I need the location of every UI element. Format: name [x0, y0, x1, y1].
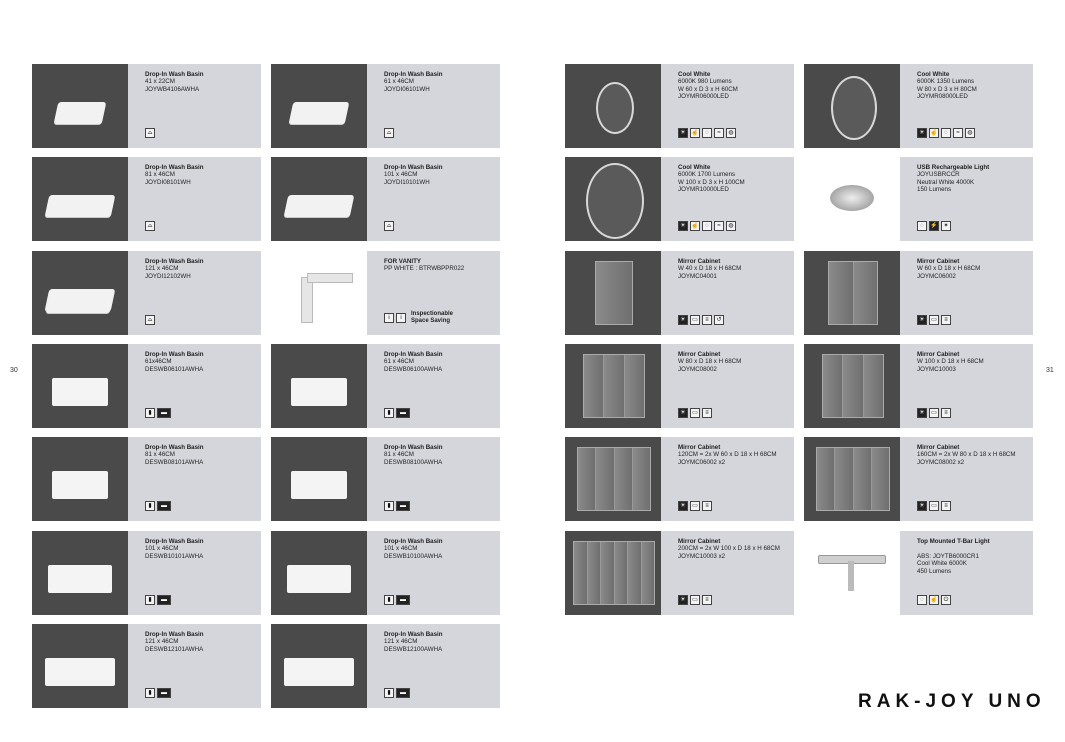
product-specs: 101 x 46CM DESWB10100AWHA	[384, 545, 443, 560]
mount-icon: ▮	[384, 688, 394, 698]
demist-icon: ≈	[714, 221, 724, 231]
product-image	[565, 344, 661, 428]
feature-icons	[678, 315, 724, 325]
product-image	[565, 437, 661, 521]
mount-icon: ▮	[145, 408, 155, 418]
light-icon: ☀	[678, 221, 688, 231]
mirror-icon: ▭	[929, 315, 939, 325]
feature-icons	[678, 221, 736, 231]
feature-icons	[678, 501, 712, 511]
basin-icon: ⌓	[145, 315, 155, 325]
product-card	[804, 344, 1033, 428]
product-info	[384, 71, 496, 93]
product-image	[271, 344, 367, 428]
mirror-icon: ▭	[690, 408, 700, 418]
product-title: Drop-In Wash Basin	[145, 631, 204, 638]
product-specs: 101 x 46CM JOYDI10101WH	[384, 171, 430, 186]
shelf-icon: ≡	[941, 501, 951, 511]
product-specs: 6000K 980 Lumens W 60 x D 3 x H 60CM JOYMR06000LED	[678, 78, 738, 101]
feature-icons	[384, 501, 410, 511]
light-icon: ☀	[678, 128, 688, 138]
page-number-right: 31	[1046, 367, 1054, 374]
page-number-left: 30	[10, 367, 18, 374]
product-info	[678, 164, 790, 194]
feature-icons	[384, 408, 410, 418]
product-info	[145, 164, 257, 186]
counter-icon: ▬	[396, 688, 410, 698]
product-image	[565, 157, 661, 241]
product-image	[271, 437, 367, 521]
mount-icon: ▮	[145, 501, 155, 511]
bulb-icon: ◌	[941, 128, 951, 138]
product-image	[32, 531, 128, 615]
sensor-icon: ✶	[941, 221, 951, 231]
product-card	[565, 344, 794, 428]
counter-icon: ▬	[396, 595, 410, 605]
product-info	[145, 538, 257, 560]
mount-icon: ▮	[384, 595, 394, 605]
product-title: Drop-In Wash Basin	[145, 444, 204, 451]
product-title: Drop-In Wash Basin	[384, 71, 443, 78]
product-specs: 6000K 1700 Lumens W 100 x D 3 x H 100CM JOYMR10000LED	[678, 171, 745, 194]
mirror-icon: ▭	[690, 595, 700, 605]
product-card	[271, 344, 500, 428]
touch-icon: ☝	[691, 223, 699, 229]
product-specs: 81 x 46CM DESWB08101AWHA	[145, 451, 204, 466]
feature-icons	[145, 688, 171, 698]
product-specs: 61 x 46CM DESWB06100AWHA	[384, 358, 443, 373]
product-title: Cool White	[678, 164, 711, 171]
product-info	[145, 631, 257, 653]
product-title: FOR VANITY	[384, 258, 422, 265]
product-card	[271, 157, 500, 241]
product-specs: ABS: JOYTB6000CR1 Cool White 6000K 450 Lumens	[917, 552, 979, 575]
mount-icon: ▮	[384, 501, 394, 511]
product-card	[565, 531, 794, 615]
product-card	[32, 64, 261, 148]
feature-icons	[384, 221, 394, 231]
product-info	[917, 71, 1029, 101]
feature-icons	[145, 128, 155, 138]
feature-icons	[917, 221, 951, 231]
product-specs: 120CM = 2x W 60 x D 18 x H 68CM JOYMC06002 x2	[678, 451, 777, 466]
feature-icons	[678, 595, 712, 605]
demist-icon: ≈	[714, 128, 724, 138]
light-icon: ☀	[678, 595, 688, 605]
product-image	[271, 531, 367, 615]
light-icon: ☀	[678, 408, 688, 418]
product-info	[145, 351, 257, 373]
product-card	[271, 437, 500, 521]
product-title: USB Rechargeable Light	[917, 164, 990, 171]
product-specs: 81 x 46CM JOYDI08101WH	[145, 171, 191, 186]
touch-icon: ☝	[930, 597, 938, 603]
counter-icon: ▬	[157, 408, 171, 418]
product-specs: W 100 x D 18 x H 68CM JOYMC10003	[917, 358, 984, 373]
feature-icons	[917, 501, 951, 511]
product-specs: W 40 x D 18 x H 68CM JOYMC04001	[678, 265, 742, 280]
product-title: Drop-In Wash Basin	[384, 444, 443, 451]
product-info	[145, 258, 257, 280]
product-title: Drop-In Wash Basin	[145, 164, 204, 171]
product-specs: PP WHITE : BTRWBPPR022	[384, 265, 465, 273]
feature-icons	[917, 315, 951, 325]
product-title: Mirror Cabinet	[917, 351, 960, 358]
basin-icon: ⌓	[145, 128, 155, 138]
product-specs: 160CM = 2x W 80 x D 18 x H 68CM JOYMC08002 x2	[917, 451, 1016, 466]
product-image	[804, 157, 900, 241]
info-icon: i	[396, 313, 406, 323]
product-info	[917, 538, 1029, 575]
product-image	[565, 531, 661, 615]
product-specs: 200CM = 2x W 100 x D 18 x H 68CM JOYMC10003 x2	[678, 545, 780, 560]
feature-icons	[917, 408, 951, 418]
light-icon: ☀	[917, 128, 927, 138]
product-card	[271, 251, 500, 335]
product-info	[678, 351, 790, 373]
product-image	[565, 64, 661, 148]
feature-icons	[917, 128, 975, 138]
shelf-icon: ≡	[941, 408, 951, 418]
product-specs: 41 x 22CM JOYWB4106AWHA	[145, 78, 200, 93]
product-specs: W 60 x D 18 x H 68CM JOYMC06002	[917, 265, 981, 280]
feature-icons	[384, 688, 410, 698]
touch-icon: ☝	[930, 130, 938, 136]
product-info	[917, 258, 1029, 280]
product-title: Mirror Cabinet	[678, 258, 721, 265]
product-card	[32, 157, 261, 241]
product-card	[32, 624, 261, 708]
product-image	[271, 64, 367, 148]
touch-icon: ☝	[691, 130, 699, 136]
product-image	[32, 157, 128, 241]
brand-logo: RAK-JOY UNO	[858, 691, 1046, 712]
feature-icons	[678, 128, 736, 138]
product-specs: 81 x 46CM DESWB08100AWHA	[384, 451, 443, 466]
feature-icons	[145, 408, 171, 418]
product-image	[804, 64, 900, 148]
product-card	[271, 624, 500, 708]
product-specs: JOYUSBRCCR Neutral White 4000K 150 Lumens	[917, 171, 975, 194]
product-info	[678, 538, 790, 560]
product-image	[32, 344, 128, 428]
feature-icons	[145, 595, 171, 605]
product-info	[384, 538, 496, 560]
mirror-icon: ▭	[690, 315, 700, 325]
mount-icon: ▮	[145, 688, 155, 698]
product-specs: 61x46CM DESWB06101AWHA	[145, 358, 204, 373]
product-specs: 121 x 46CM DESWB12101AWHA	[145, 638, 204, 653]
product-title: Drop-In Wash Basin	[145, 538, 204, 545]
bulb-icon: ◌	[702, 221, 712, 231]
feature-icons	[384, 311, 453, 325]
product-card	[804, 437, 1033, 521]
light-icon: ☀	[678, 501, 688, 511]
product-image	[804, 437, 900, 521]
product-title: Cool White	[678, 71, 711, 78]
product-info	[145, 71, 257, 93]
product-title: Drop-In Wash Basin	[145, 71, 204, 78]
product-image	[32, 251, 128, 335]
product-info	[384, 351, 496, 373]
product-card	[32, 437, 261, 521]
shelf-icon: ≡	[702, 595, 712, 605]
product-info	[917, 444, 1029, 466]
usb-icon: ⚡	[930, 223, 938, 229]
info-icon: i	[384, 313, 394, 323]
product-title: Mirror Cabinet	[917, 444, 960, 451]
product-info	[384, 631, 496, 653]
product-title: Top Mounted T-Bar Light	[917, 538, 990, 545]
product-card	[271, 64, 500, 148]
product-specs: 6000K 1350 Lumens W 80 x D 3 x H 80CM JOYMR08000LED	[917, 78, 977, 101]
light-icon: ☀	[917, 501, 927, 511]
bulb-icon: ◌	[702, 128, 712, 138]
product-info	[384, 164, 496, 186]
shelf-icon: ≡	[941, 315, 951, 325]
demist-icon: ≈	[953, 128, 963, 138]
product-image	[32, 64, 128, 148]
light-icon: ☀	[678, 315, 688, 325]
counter-icon: ▬	[396, 501, 410, 511]
product-title: Mirror Cabinet	[678, 351, 721, 358]
mirror-icon: ▭	[690, 501, 700, 511]
product-image	[565, 251, 661, 335]
product-title: Drop-In Wash Basin	[145, 258, 204, 265]
product-title: Drop-In Wash Basin	[384, 351, 443, 358]
light-icon: ☀	[917, 408, 927, 418]
product-card	[804, 157, 1033, 241]
product-image	[271, 251, 367, 335]
bulb-icon: ◌	[917, 595, 927, 605]
product-card	[565, 251, 794, 335]
product-image	[32, 437, 128, 521]
counter-icon: ▬	[157, 595, 171, 605]
product-card	[804, 64, 1033, 148]
product-title: Drop-In Wash Basin	[384, 164, 443, 171]
ip-icon: ◍	[726, 128, 736, 138]
product-card	[565, 437, 794, 521]
hinge-icon: ↺	[714, 315, 724, 325]
ip-icon: ◍	[726, 221, 736, 231]
product-image	[804, 251, 900, 335]
basin-icon: ⌓	[384, 128, 394, 138]
product-specs: 101 x 46CM DESWB10101AWHA	[145, 545, 204, 560]
product-card	[32, 251, 261, 335]
ip-icon: ◍	[965, 128, 975, 138]
product-image	[804, 344, 900, 428]
mount-icon: ▮	[384, 408, 394, 418]
bulb-icon: ◌	[917, 221, 927, 231]
feature-icons	[145, 501, 171, 511]
product-info	[145, 444, 257, 466]
product-title: Drop-In Wash Basin	[384, 631, 443, 638]
product-info	[678, 444, 790, 466]
product-card	[565, 64, 794, 148]
product-image	[271, 624, 367, 708]
power-icon: ⏻	[941, 595, 951, 605]
counter-icon: ▬	[157, 501, 171, 511]
shelf-icon: ≡	[702, 501, 712, 511]
product-title: Mirror Cabinet	[678, 538, 721, 545]
product-info	[384, 444, 496, 466]
counter-icon: ▬	[396, 408, 410, 418]
product-info	[917, 351, 1029, 373]
feature-label: Inspectionable Space Saving	[411, 311, 454, 324]
shelf-icon: ≡	[702, 408, 712, 418]
product-title: Drop-In Wash Basin	[384, 538, 443, 545]
product-specs: W 80 x D 18 x H 68CM JOYMC08002	[678, 358, 742, 373]
product-image	[804, 531, 900, 615]
product-info	[917, 164, 1029, 194]
counter-icon: ▬	[157, 688, 171, 698]
product-card	[32, 344, 261, 428]
product-card	[271, 531, 500, 615]
product-info	[678, 71, 790, 101]
product-info	[384, 258, 496, 273]
feature-icons	[145, 315, 155, 325]
product-title: Drop-In Wash Basin	[145, 351, 204, 358]
mirror-icon: ▭	[929, 408, 939, 418]
light-icon: ☀	[917, 315, 927, 325]
feature-icons	[384, 128, 394, 138]
product-card	[32, 531, 261, 615]
basin-icon: ⌓	[145, 221, 155, 231]
feature-icons	[145, 221, 155, 231]
product-title: Mirror Cabinet	[917, 258, 960, 265]
product-specs: 121 x 46CM DESWB12100AWHA	[384, 638, 443, 653]
mount-icon: ▮	[145, 595, 155, 605]
product-image	[271, 157, 367, 241]
product-card	[804, 531, 1033, 615]
product-specs: 121 x 46CM JOYDI12102WH	[145, 265, 191, 280]
basin-icon: ⌓	[384, 221, 394, 231]
feature-icons	[917, 595, 951, 605]
product-specs: 61 x 46CM JOYDI06101WH	[384, 78, 430, 93]
product-info	[678, 258, 790, 280]
mirror-icon: ▭	[929, 501, 939, 511]
shelf-icon: ≡	[702, 315, 712, 325]
feature-icons	[384, 595, 410, 605]
product-card	[804, 251, 1033, 335]
feature-icons	[678, 408, 712, 418]
product-title: Cool White	[917, 71, 950, 78]
product-card	[565, 157, 794, 241]
product-image	[32, 624, 128, 708]
product-title: Mirror Cabinet	[678, 444, 721, 451]
